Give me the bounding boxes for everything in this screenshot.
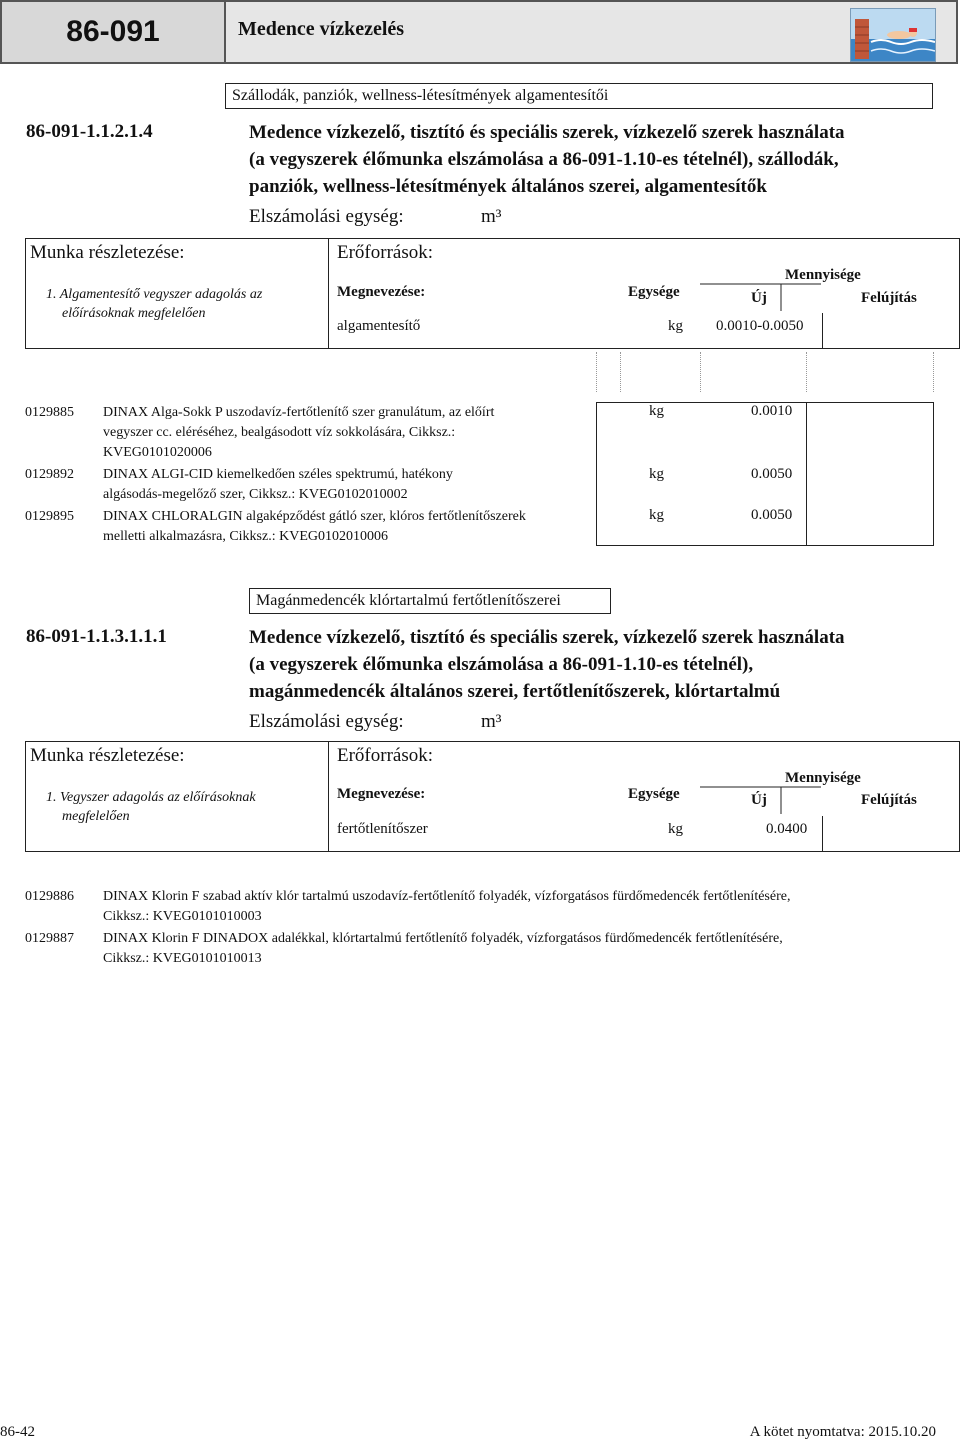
work-item-line: 1. Algamentesítő vegyszer adagolás az: [46, 287, 263, 302]
chapter-code: 86-091: [2, 2, 226, 62]
item-description: [249, 119, 954, 200]
category-box: Magánmedencék klórtartalmú fertőtlenítőszerei: [249, 588, 611, 614]
guide-line: [620, 352, 621, 392]
desc-line: (a vegyszerek élőmunka elszámolása a 86-091-1.10-es tételnél),: [249, 654, 754, 675]
table-divider: [328, 741, 329, 852]
unit-label: Elszámolási egység:: [249, 711, 404, 732]
product-qty: 0.0010: [751, 403, 793, 419]
guide-line: [700, 352, 701, 392]
resources-title: Erőforrások:: [337, 242, 434, 263]
work-item-line: 1. Vegyszer adagolás az előírásoknak: [46, 790, 256, 805]
col-new: Új: [751, 290, 767, 306]
resource-unit: kg: [668, 821, 683, 837]
quantity-bracket: [700, 786, 940, 816]
item-code: 86-091-1.1.3.1.1.1: [26, 626, 167, 647]
quantity-bracket: [700, 283, 940, 313]
col-name: Megnevezése:: [337, 786, 426, 802]
product-desc: DINAX Alga-Sokk P uszodavíz-fertőtlenítő szer granulátum, az előírt vegyszer cc. eléréséhez, bealgásodott víz sokkolására, Cikksz.: KVEG0101020006: [103, 405, 495, 460]
product-desc: DINAX CHLORALGIN algaképződést gátló szer, klóros fertőtlenítőszerek melletti alkalmazásra, Cikksz.: KVEG0102010006: [103, 509, 526, 544]
products-divider: [806, 402, 807, 546]
product-code: 0129885: [25, 405, 74, 420]
unit-label: Elszámolási egység:: [249, 206, 404, 227]
product-code: 0129895: [25, 509, 74, 524]
col-divider: [822, 816, 823, 851]
col-name: Megnevezése:: [337, 284, 426, 300]
col-divider: [822, 313, 823, 348]
guide-line: [596, 352, 597, 392]
desc-line: (a vegyszerek élőmunka elszámolása a 86-091-1.10-es tételnél), szállodák,: [249, 149, 839, 170]
desc-line: magánmedencék általános szerei, fertőtlenítőszerek, klórtartalmú: [249, 681, 781, 702]
category-box: Szállodák, panziók, wellness-létesítmények algamentesítői: [225, 83, 933, 109]
item-description: [249, 624, 954, 705]
product-desc: DINAX Klorin F DINADOX adalékkal, klórtartalmú fertőtlenítő folyadék, vízforgatásos fürdőmedencék fertőtlenítésére, Cikksz.: KVEG0101010013: [103, 931, 783, 966]
product-desc: DINAX ALGI-CID kiemelkedően széles spektrumú, hatékony algásodás-megelőző szer, Cikksz.: KVEG0102010002: [103, 467, 453, 502]
product-unit: kg: [649, 403, 664, 419]
col-unit: Egysége: [628, 284, 680, 300]
guide-line: [806, 352, 807, 392]
work-item: [46, 285, 316, 323]
product-desc: DINAX Klorin F szabad aktív klór tartalmú uszodavíz-fertőtlenítő folyadék, vízforgatásos fürdőmedencék fertőtlenítésére, Cikksz.: KVEG0101010003: [103, 889, 791, 924]
desc-line: Medence vízkezelő, tisztító és speciális szerek, vízkezelő szerek használata: [249, 122, 845, 143]
item-code: 86-091-1.1.2.1.4: [26, 121, 153, 142]
print-date: A kötet nyomtatva: 2015.10.20: [749, 1424, 936, 1440]
product-qty: 0.0050: [751, 466, 793, 482]
product-code: 0129892: [25, 467, 74, 482]
col-renew: Felújítás: [861, 290, 917, 306]
product-unit: kg: [649, 507, 664, 523]
table-divider: [328, 238, 329, 349]
page-number: 86-42: [0, 1424, 35, 1440]
col-renew: Felújítás: [861, 792, 917, 808]
product-unit: kg: [649, 466, 664, 482]
resource-unit: kg: [668, 318, 683, 334]
work-item: [46, 788, 316, 826]
guide-line: [933, 352, 934, 392]
desc-line: Medence vízkezelő, tisztító és speciális szerek, vízkezelő szerek használata: [249, 627, 845, 648]
work-item-line: megfelelően: [62, 809, 130, 824]
resource-name: fertőtlenítőszer: [337, 821, 428, 837]
col-new: Új: [751, 792, 767, 808]
resource-new-qty: 0.0400: [766, 821, 808, 837]
work-item-line: előírásoknak megfelelően: [62, 306, 206, 321]
col-quantity: Mennyisége: [785, 267, 861, 283]
product-code: 0129886: [25, 889, 74, 904]
unit-value: m³: [481, 711, 502, 732]
unit-value: m³: [481, 206, 502, 227]
resource-name: algamentesítő: [337, 318, 421, 334]
product-qty: 0.0050: [751, 507, 793, 523]
work-title: Munka részletezése:: [30, 242, 185, 263]
col-unit: Egysége: [628, 786, 680, 802]
work-title: Munka részletezése:: [30, 745, 185, 766]
chapter-title: Medence vízkezelés: [238, 18, 405, 40]
swimming-pool-logo-icon: [850, 8, 936, 62]
resources-title: Erőforrások:: [337, 745, 434, 766]
resource-new-qty: 0.0010-0.0050: [716, 318, 804, 334]
desc-line: panziók, wellness-létesítmények általános szerei, algamentesítők: [249, 176, 767, 197]
product-code: 0129887: [25, 931, 74, 946]
col-quantity: Mennyisége: [785, 770, 861, 786]
